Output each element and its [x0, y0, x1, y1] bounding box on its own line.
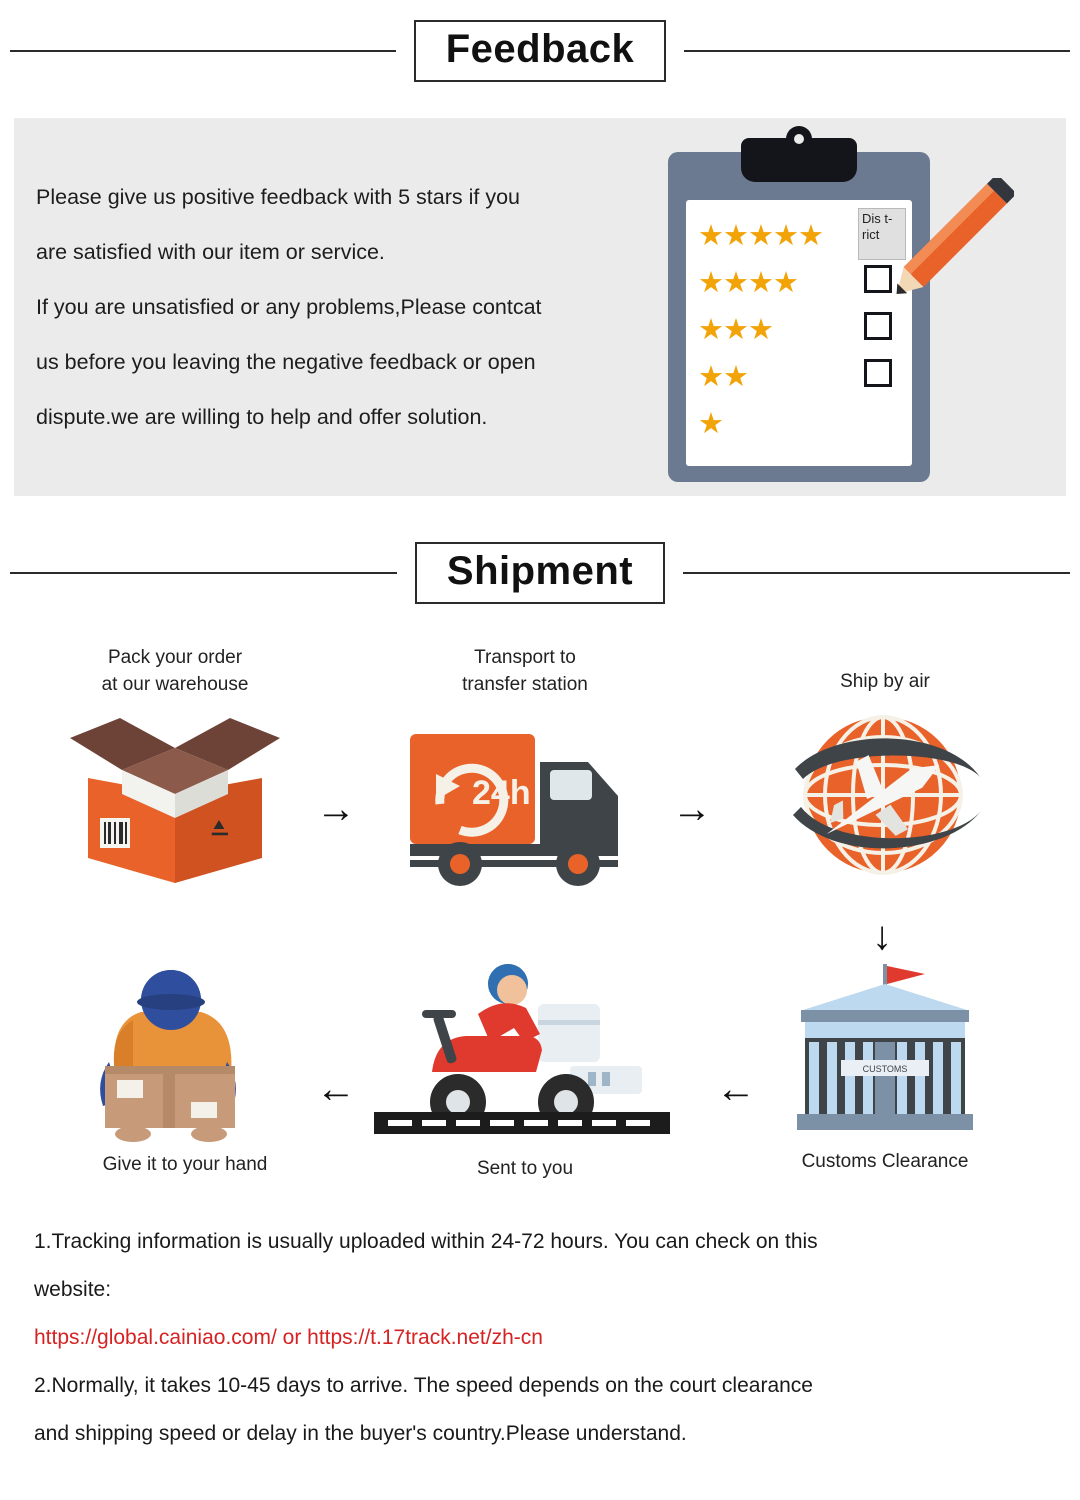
step-caption-line: Sent to you — [476, 1158, 574, 1179]
building-label: CUSTOMS — [862, 1064, 908, 1074]
note-line-2: website: — [34, 1278, 112, 1301]
rating-stars-group — [698, 214, 858, 449]
shipping-notes — [34, 1218, 1046, 1458]
step-caption-line: Pack your order — [107, 647, 243, 668]
feedback-line-1: Please give us positive feedback with 5 stars if you — [36, 185, 521, 209]
flow-step-customs — [760, 964, 1010, 1175]
cardboard-box-icon — [50, 698, 300, 893]
flow-arrow-right-2: → — [672, 787, 712, 831]
flow-step-transport — [400, 644, 650, 897]
customs-building-icon — [760, 964, 1010, 1144]
flow-arrow-left-2: ← — [316, 1067, 356, 1111]
star-row: ★★ — [698, 361, 748, 393]
promo-page — [0, 20, 1080, 1500]
note-line-1: 1.Tracking information is usually uploaded within 24-72 hours. You can check on this — [34, 1230, 818, 1253]
step-caption-line: Ship by air — [840, 671, 930, 692]
shipment-flow — [0, 644, 1080, 1204]
feedback-line-2: are satisfied with our item or service. — [36, 240, 385, 264]
pencil-icon — [864, 178, 1014, 328]
clipboard-hole-icon — [786, 126, 812, 152]
flow-step-sent-to-you — [370, 954, 680, 1182]
step-caption-line: transfer station — [462, 674, 588, 695]
heading-rule-right — [683, 572, 1070, 574]
feedback-title: Feedback — [414, 20, 667, 82]
note-line-3: 2.Normally, it takes 10-45 days to arrive. The speed depends on the court clearance — [34, 1374, 813, 1397]
heading-rule-left — [10, 572, 397, 574]
flow-arrow-right-1: → — [316, 787, 356, 831]
checkbox-icon — [864, 359, 892, 387]
flow-step-hand-delivery — [60, 954, 310, 1178]
clipboard-illustration — [668, 126, 998, 486]
delivery-truck-icon — [400, 698, 650, 897]
note-line-4: and shipping speed or delay in the buyer's country.Please understand. — [34, 1422, 687, 1445]
feedback-line-3: If you are unsatisfied or any problems,Please contcat — [36, 295, 542, 319]
star-row: ★★★★ — [698, 267, 798, 299]
tracking-links[interactable]: https://global.cainiao.com/ or https://t.17track.net/zh-cn — [34, 1326, 543, 1349]
feedback-text-block — [14, 118, 654, 445]
step-caption-line: at our warehouse — [101, 674, 249, 695]
globe-airplane-icon — [760, 695, 1010, 887]
step-caption-line: Transport to — [474, 647, 576, 668]
flow-step-pack — [50, 644, 300, 893]
shipment-title: Shipment — [415, 542, 665, 604]
feedback-section-heading — [0, 20, 1080, 82]
flow-arrow-down: ↓ — [872, 914, 892, 958]
star-row: ★★★★★ — [698, 220, 823, 252]
heading-rule-left — [10, 50, 396, 52]
feedback-line-5: dispute.we are willing to help and offer solution. — [36, 405, 488, 429]
star-row: ★ — [698, 408, 723, 440]
step-caption-line: Customs Clearance — [801, 1151, 969, 1172]
flow-step-ship-by-air — [760, 668, 1010, 887]
feedback-line-4: us before you leaving the negative feedback or open — [36, 350, 536, 374]
flow-arrow-left-1: ← — [716, 1067, 756, 1111]
delivery-man-icon — [60, 954, 310, 1149]
scooter-courier-icon — [370, 954, 680, 1149]
truck-badge-24h: 24h — [472, 774, 531, 812]
star-row: ★★★ — [698, 314, 773, 346]
heading-rule-right — [684, 50, 1070, 52]
step-caption-line: Give it to your hand — [102, 1154, 268, 1175]
district-tag-label: Dis t- rict — [858, 208, 906, 260]
shipment-section-heading — [0, 542, 1080, 604]
feedback-panel — [14, 118, 1066, 496]
